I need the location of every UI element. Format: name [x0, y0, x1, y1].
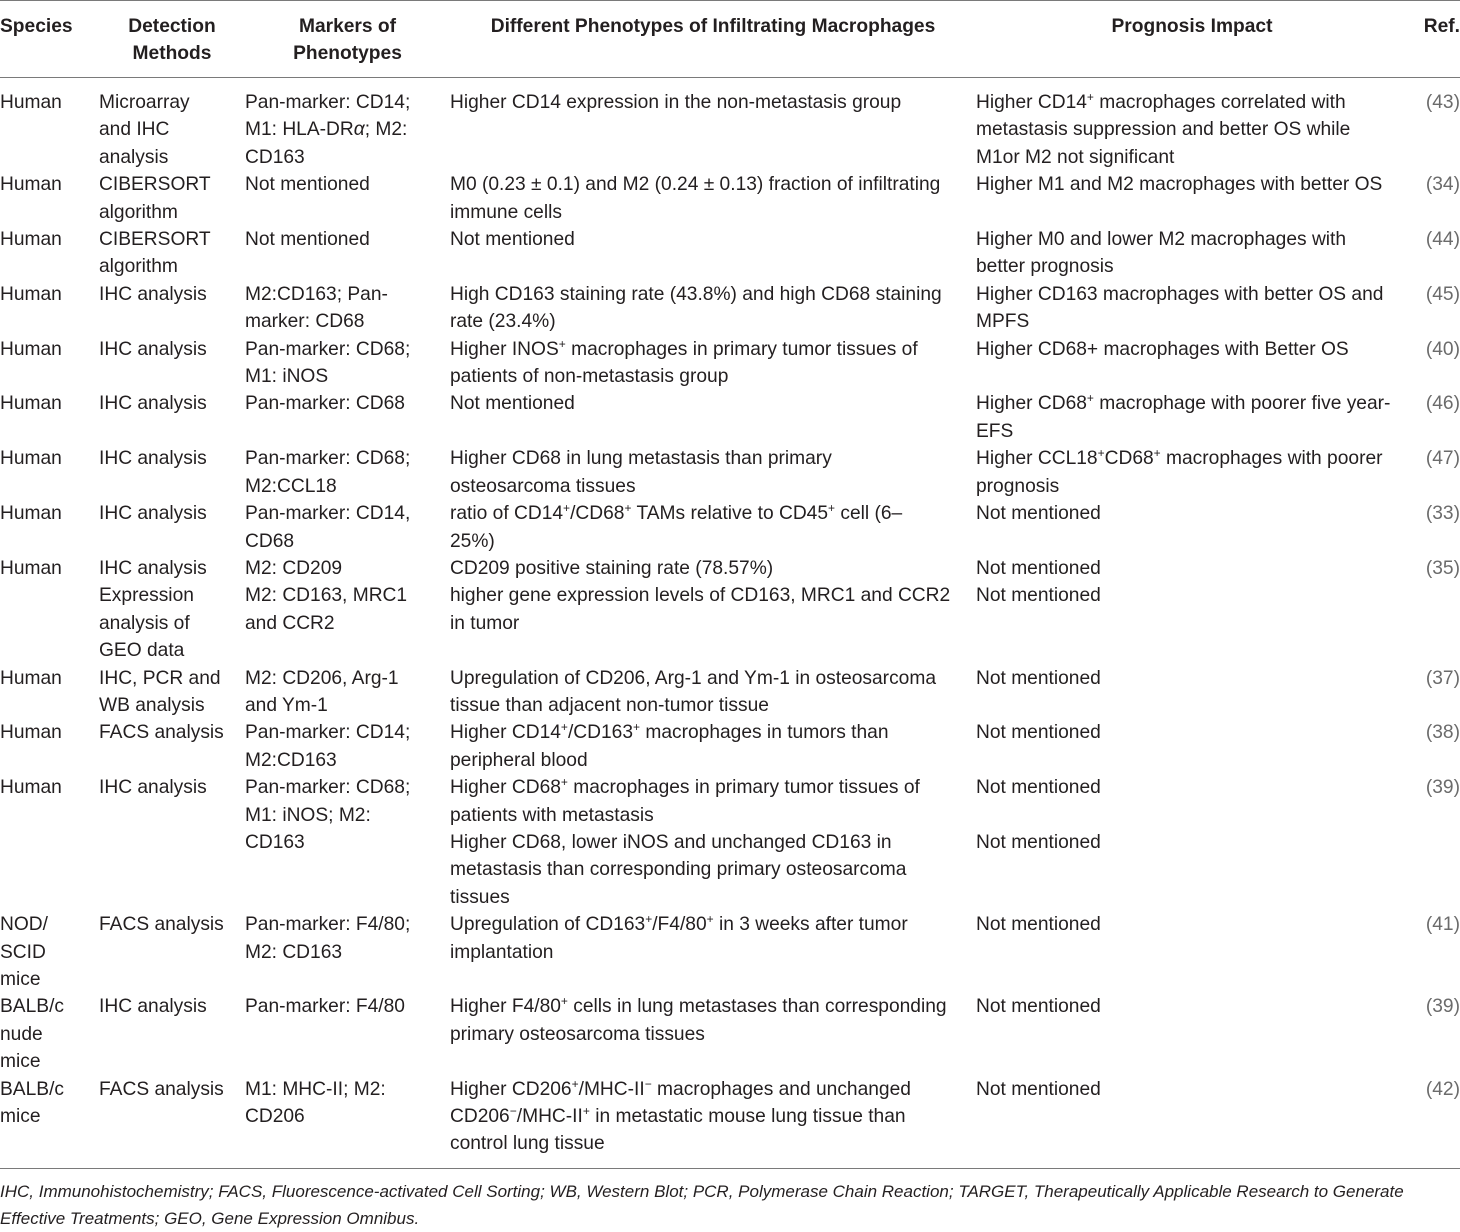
- cell-species: Human: [0, 503, 62, 525]
- cell-prognosis: Higher CD163 macrophages with better OS and MPFS: [976, 283, 1384, 333]
- cell-species: Human: [0, 338, 62, 360]
- cell-markers: Not mentioned: [245, 229, 370, 251]
- cell-prognosis: Not mentioned: [976, 722, 1101, 744]
- header-ref: Ref.: [1423, 16, 1460, 37]
- cell-prognosis: Higher CD14+ macrophages correlated with metastasis suppression and better OS while M1or M2 not significant: [976, 90, 1351, 168]
- cell-phenotype: Not mentioned: [450, 393, 575, 415]
- table-row: [0, 281, 1460, 336]
- cell-phenotype: Higher CD68+ macrophages in primary tumor tissues of patients with metastasis Higher CD68, lower iNOS and unchanged CD163 in metastasis than corresponding primary osteosarcoma tissues: [450, 775, 920, 908]
- cell-ref: (33): [1425, 503, 1460, 525]
- cell-markers: Not mentioned: [245, 174, 370, 196]
- cell-phenotype: Upregulation of CD206, Arg-1 and Ym-1 in osteosarcoma tissue than adjacent non-tumor tissue: [450, 667, 936, 716]
- cell-ref: (34): [1425, 174, 1460, 196]
- cell-prognosis: Higher M0 and lower M2 macrophages with better prognosis: [976, 229, 1347, 278]
- table-row: [0, 500, 1460, 555]
- cell-species: Human: [0, 722, 62, 744]
- table-row: [0, 719, 1460, 774]
- table-row: [0, 445, 1460, 500]
- table-row: [0, 774, 1460, 911]
- cell-phenotype: ratio of CD14+/CD68+ TAMs relative to CD45+ cell (6– 25%): [450, 501, 903, 552]
- cell-ref: (35): [1425, 557, 1460, 579]
- cell-method: IHC analysis: [99, 777, 207, 799]
- cell-ref: (43): [1425, 92, 1460, 113]
- cell-phenotype: Higher INOS+ macrophages in primary tumor tissues of patients of non-metastasis group: [450, 336, 918, 388]
- footnote-line: IHC, Immunohistochemistry; FACS, Fluorescence-activated Cell Sorting; WB, Western Blot; PCR, Polymerase Chain Reaction; TARGET, Therapeutically Applicable Research to Generate: [0, 1182, 1404, 1201]
- header-row: [0, 1, 1460, 78]
- cell-method: IHC analysis: [99, 503, 207, 525]
- cell-markers: Pan-marker: CD68; M2:CCL18: [245, 448, 411, 497]
- cell-method: IHC analysis: [99, 393, 207, 415]
- cell-phenotype: Not mentioned: [450, 229, 575, 251]
- cell-phenotype: CD209 positive staining rate (78.57%) higher gene expression levels of CD163, MRC1 and CCR2 in tumor: [450, 557, 951, 634]
- cell-ref: (39): [1425, 777, 1460, 799]
- table-row: [0, 993, 1460, 1075]
- cell-species: Human: [0, 92, 62, 113]
- cell-prognosis: Not mentioned: [976, 667, 1101, 689]
- cell-markers: Pan-marker: CD68; M1: iNOS; M2: CD163: [245, 777, 411, 853]
- cell-markers: M2: CD209 M2: CD163, MRC1 and CCR2: [245, 557, 408, 634]
- cell-markers: Pan-marker: F4/80: [245, 996, 405, 1018]
- header-phenotypes: Different Phenotypes of Infiltrating Macrophages: [490, 16, 936, 37]
- cell-species: BALB/c mice: [0, 1078, 64, 1128]
- cell-method: IHC analysis: [99, 996, 207, 1018]
- cell-species: Human: [0, 557, 62, 579]
- table-header: [0, 1, 1460, 78]
- cell-method: IHC, PCR and WB analysis: [99, 667, 221, 716]
- cell-prognosis: Higher CCL18+CD68+ macrophages with poorer prognosis: [976, 446, 1383, 497]
- cell-phenotype: M0 (0.23 ± 0.1) and M2 (0.24 ± 0.13) fraction of infiltrating immune cells: [450, 174, 941, 223]
- cell-method: CIBERSORT algorithm: [99, 174, 211, 223]
- cell-method: IHC analysis: [99, 283, 207, 305]
- cell-phenotype: High CD163 staining rate (43.8%) and high CD68 staining rate (23.4%): [450, 283, 942, 333]
- table-row: [0, 665, 1460, 720]
- cell-species: Human: [0, 393, 62, 415]
- table-row: [0, 1076, 1460, 1169]
- cell-ref: (46): [1425, 393, 1460, 415]
- cell-method: IHC analysis Expression analysis of GEO data: [99, 557, 207, 662]
- cell-prognosis: Not mentioned Not mentioned: [976, 777, 1101, 853]
- cell-ref: (45): [1425, 283, 1460, 305]
- footnote-line: Effective Treatments; GEO, Gene Expression Omnibus.: [0, 1209, 420, 1228]
- cell-prognosis: Not mentioned: [976, 996, 1101, 1018]
- cell-phenotype: Higher CD206+/MHC-II− macrophages and unchanged CD206−/MHC-II+ in metastatic mouse lung tissue than control lung tissue: [450, 1076, 911, 1155]
- cell-species: Human: [0, 448, 62, 470]
- cell-phenotype: Higher CD14 expression in the non-metastasis group: [450, 92, 902, 113]
- cell-phenotype: Higher CD14+/CD163+ macrophages in tumors than peripheral blood: [450, 720, 889, 771]
- header-detection-methods: Detection Methods: [128, 16, 216, 64]
- cell-prognosis: Not mentioned Not mentioned: [976, 557, 1101, 607]
- cell-markers: M1: MHC-II; M2: CD206: [245, 1078, 386, 1128]
- cell-species: Human: [0, 283, 62, 305]
- cell-ref: (41): [1425, 914, 1460, 936]
- table-row: [0, 555, 1460, 665]
- cell-ref: (42): [1425, 1078, 1460, 1100]
- cell-markers: M2:CD163; Pan- marker: CD68: [245, 283, 388, 333]
- cell-method: FACS analysis: [99, 914, 224, 936]
- cell-markers: M2: CD206, Arg-1 and Ym-1: [245, 667, 399, 716]
- table-row: [0, 171, 1460, 226]
- cell-markers: Pan-marker: CD14, CD68: [245, 503, 411, 552]
- cell-markers: Pan-marker: CD14; M2:CD163: [245, 722, 411, 771]
- cell-method: FACS analysis: [99, 722, 224, 744]
- cell-markers: Pan-marker: F4/80; M2: CD163: [245, 914, 411, 963]
- cell-species: Human: [0, 667, 62, 689]
- cell-markers: Pan-marker: CD14; M1: HLA-DRα; M2: CD163: [245, 92, 411, 168]
- cell-species: Human: [0, 174, 62, 196]
- cell-ref: (47): [1425, 448, 1460, 470]
- cell-method: IHC analysis: [99, 338, 207, 360]
- cell-ref: (37): [1425, 667, 1460, 689]
- cell-phenotype: Higher CD68 in lung metastasis than primary osteosarcoma tissues: [450, 448, 832, 497]
- cell-prognosis: Not mentioned: [976, 914, 1101, 936]
- cell-prognosis: Higher M1 and M2 macrophages with better OS: [976, 174, 1383, 196]
- table-row: [0, 911, 1460, 993]
- cell-prognosis: Not mentioned: [976, 503, 1101, 525]
- header-markers: Markers of Phenotypes: [293, 16, 402, 64]
- table-row: [0, 78, 1460, 172]
- cell-ref: (40): [1425, 338, 1460, 360]
- cell-method: Microarray and IHC analysis: [99, 92, 190, 168]
- cell-phenotype: Upregulation of CD163+/F4/80+ in 3 weeks after tumor implantation: [450, 912, 908, 963]
- table-row: [0, 390, 1460, 445]
- cell-markers: Pan-marker: CD68: [245, 393, 405, 415]
- cell-species: Human: [0, 777, 62, 799]
- cell-prognosis: Not mentioned: [976, 1078, 1101, 1100]
- cell-prognosis: Higher CD68+ macrophage with poorer five year- EFS: [976, 391, 1391, 442]
- cell-species: NOD/ SCID mice: [0, 914, 48, 990]
- cell-species: Human: [0, 229, 62, 251]
- cell-species: BALB/c nude mice: [0, 996, 64, 1073]
- cell-ref: (38): [1425, 722, 1460, 744]
- cell-markers: Pan-marker: CD68; M1: iNOS: [245, 338, 411, 388]
- table-row: [0, 336, 1460, 391]
- cell-ref: (39): [1425, 996, 1460, 1018]
- cell-phenotype: Higher F4/80+ cells in lung metastases than corresponding primary osteosarcoma tissues: [450, 994, 947, 1045]
- header-prognosis: Prognosis Impact: [1111, 16, 1273, 37]
- cell-method: CIBERSORT algorithm: [99, 229, 211, 278]
- table-footnote: [0, 1178, 1460, 1232]
- cell-ref: (44): [1425, 229, 1460, 251]
- table-row: [0, 226, 1460, 281]
- table-body: [0, 78, 1460, 1169]
- header-species: Species: [0, 16, 73, 37]
- cell-prognosis: Higher CD68+ macrophages with Better OS: [976, 338, 1349, 360]
- cell-method: FACS analysis: [99, 1078, 224, 1100]
- cell-method: IHC analysis: [99, 448, 207, 470]
